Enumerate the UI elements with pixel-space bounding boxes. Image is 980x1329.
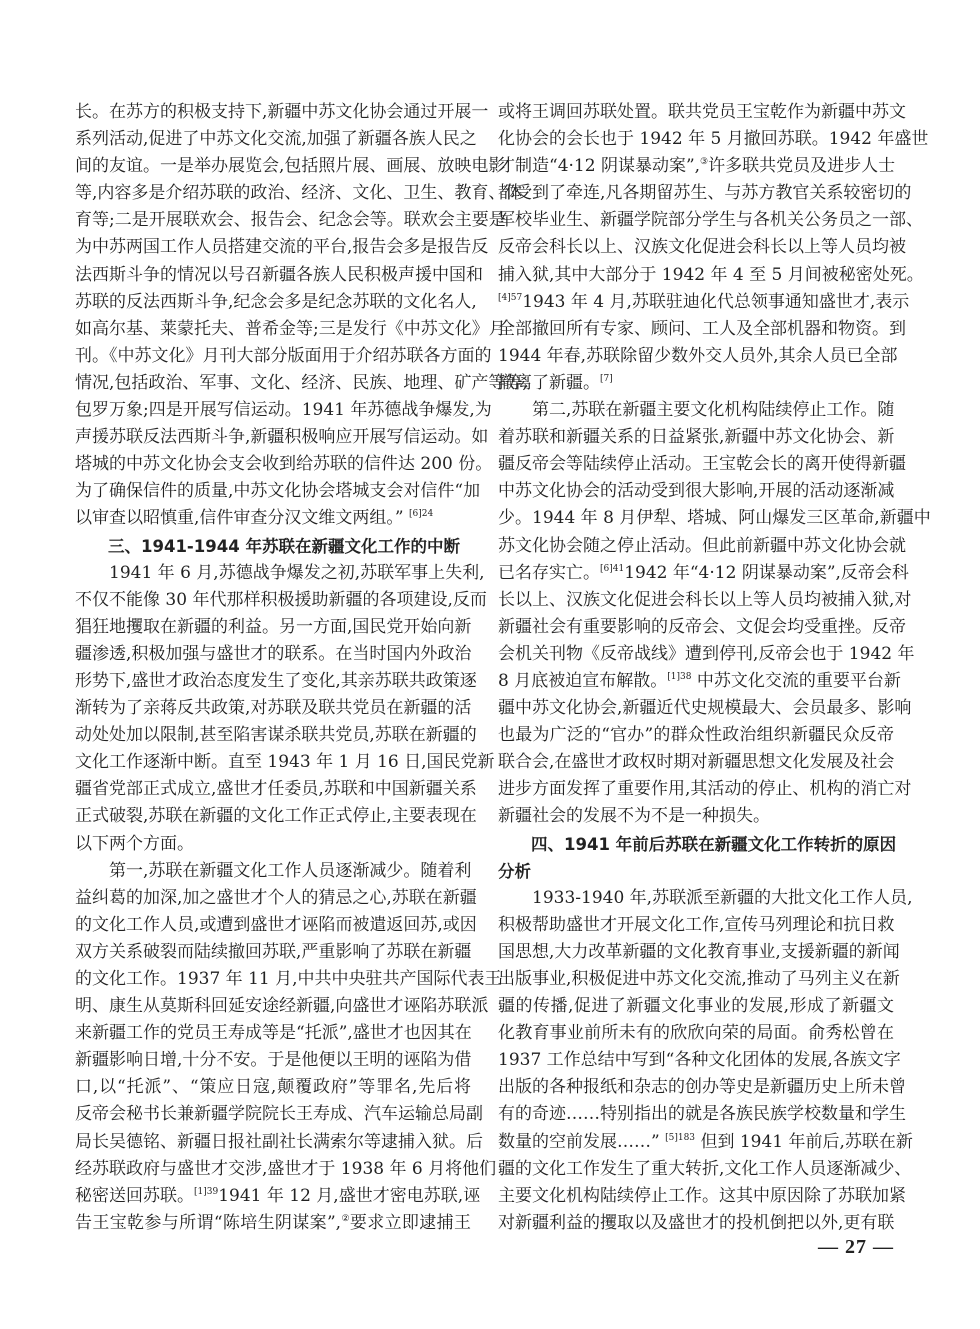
text-line bbox=[498, 939, 900, 966]
line-text: 都受到了牵连,凡各期留苏生、与苏方教官关系较密切的 bbox=[498, 183, 912, 204]
text-line bbox=[498, 180, 912, 207]
line-text: 分析 bbox=[498, 861, 531, 881]
line-text: 有的奇迹……特别指出的就是各族民族学校数量和学生 bbox=[498, 1104, 906, 1125]
text-line bbox=[75, 289, 477, 316]
citation-mark: [6]24 bbox=[409, 509, 434, 520]
line-text: 进步方面发挥了重要作用,其活动的停止、机构的消亡对 bbox=[498, 779, 912, 800]
text-line bbox=[75, 614, 471, 641]
line-text: 不仅不能像 30 年代那样积极援助新疆的各项建设,反而 bbox=[75, 589, 487, 610]
text-line bbox=[498, 641, 915, 668]
line-text: 或将王调回苏联处置。联共党员王宝乾作为新疆中苏文 bbox=[498, 102, 906, 122]
line-text: 经苏联政府与盛世才交涉,盛世才于 1938 年 6 月将他们 bbox=[75, 1158, 497, 1179]
line-text: 但到 1941 年前后,苏联在新 bbox=[695, 1131, 913, 1152]
line-text: 的文化工作人员,或遭到盛世才诬陷而被遣返回苏,或因 bbox=[75, 914, 477, 935]
line-text: 已名存实亡。 bbox=[498, 562, 600, 583]
text-line bbox=[75, 912, 477, 939]
line-text: 明、康生从莫斯科回延安途经新疆,向盛世才诬陷苏联派 bbox=[75, 996, 489, 1017]
line-text: 许多联共党员及进步人士 bbox=[708, 156, 896, 177]
text-line bbox=[75, 505, 471, 532]
text-line bbox=[75, 1210, 471, 1237]
text-line bbox=[498, 1020, 894, 1047]
line-text: 国思想,大力改革新疆的文化教育事业,支援新疆的新闻 bbox=[498, 941, 900, 962]
line-text: 疆渗透,积极加强与盛世才的联系。在当时国内外政治 bbox=[75, 643, 472, 664]
line-text: 形势下,盛世才政治态度发生了变化,其亲苏联共政策逐 bbox=[75, 670, 477, 691]
line-text: 积极帮助盛世才开展文化工作,宣传马列理论和抗日救 bbox=[498, 914, 895, 935]
text-line bbox=[75, 803, 477, 830]
citation-mark: [1]38 bbox=[667, 671, 692, 682]
line-text: 为了确保信件的质量,中苏文化协会塔城支会对信件“加 bbox=[75, 481, 481, 502]
line-text: 如高尔基、莱蒙托夫、普希金等;三是发行《中苏文化》月 bbox=[75, 318, 506, 339]
line-text: 化协会的会长也于 1942 年 5 月撤回苏联。1942 年盛世 bbox=[498, 129, 929, 150]
text-line bbox=[498, 533, 906, 560]
line-text: 数量的空前发展……” bbox=[498, 1131, 666, 1152]
line-text: 刊。《中苏文化》月刊大部分版面用于介绍苏联各方面的 bbox=[75, 345, 492, 366]
text-line bbox=[75, 1047, 471, 1074]
line-text: 包罗万象;四是开展写信运动。1941 年苏德战争爆发,为 bbox=[75, 400, 492, 421]
line-text: 新疆影响日增,十分不安。于是他便以王明的诬陷为借 bbox=[75, 1050, 472, 1071]
line-text: 化教育事业前所未有的欣欣向荣的局面。俞秀松曾在 bbox=[498, 1023, 894, 1044]
text-line bbox=[75, 966, 502, 993]
text-line bbox=[75, 397, 492, 424]
line-text: 法西斯斗争的情况以号召新疆各族人民积极声援中国和 bbox=[75, 264, 483, 285]
text-line bbox=[498, 234, 906, 261]
text-line bbox=[498, 912, 894, 939]
text-line bbox=[498, 776, 912, 803]
line-text: 文化工作逐渐中断。直至 1943 年 1 月 16 日,国民党新 bbox=[75, 752, 495, 773]
line-text: 少。1944 年 8 月伊犁、塔城、阿山爆发三区革命,新疆中 bbox=[498, 508, 931, 529]
line-text: 苏联的反法西斯斗争,纪念会多是纪念苏联的文化名人, bbox=[75, 291, 477, 312]
text-line bbox=[75, 1156, 497, 1183]
text-line bbox=[75, 722, 477, 749]
line-text: 1941 年 12 月,盛世才密电苏联,诬 bbox=[218, 1185, 481, 1206]
text-line bbox=[75, 1020, 471, 1047]
text-line bbox=[75, 99, 489, 126]
line-text: 出版的各种报纸和杂志的创办等史是新疆历史上所未曾 bbox=[498, 1077, 906, 1098]
text-line bbox=[75, 993, 489, 1020]
text-line bbox=[498, 722, 894, 749]
citation-mark: ② bbox=[341, 1213, 350, 1224]
line-text: 才制造“4·12 阴谋暴动案”, bbox=[498, 156, 701, 177]
line-text: 苏文化协会随之停止活动。但此前新疆中苏文化协会就 bbox=[498, 535, 906, 556]
line-text: 要求立即逮捕王 bbox=[349, 1212, 471, 1233]
text-line bbox=[75, 1129, 483, 1156]
text-line bbox=[75, 587, 487, 614]
text-line bbox=[75, 776, 477, 803]
line-text: 疆中苏文化协会,新疆近代史规模最大、会员最多、影响 bbox=[498, 698, 912, 719]
text-line bbox=[498, 614, 906, 641]
text-line bbox=[75, 858, 471, 885]
text-line bbox=[498, 885, 913, 912]
text-line bbox=[498, 478, 894, 505]
line-text: 捕入狱,其中大部分于 1942 年 4 至 5 月间被秘密处死。 bbox=[498, 264, 924, 285]
line-text: 对新疆利益的攫取以及盛世才的投机倒把以外,更有联 bbox=[498, 1212, 895, 1233]
text-line bbox=[75, 478, 481, 505]
text-line bbox=[75, 1074, 471, 1101]
line-text: 8 月底被迫宣布解散。 bbox=[498, 670, 668, 691]
text-line bbox=[75, 370, 528, 397]
text-line bbox=[75, 343, 492, 370]
citation-mark: [1]39 bbox=[194, 1186, 219, 1197]
line-text: 等,内容多是介绍苏联的政治、经济、文化、卫生、教育、体 bbox=[75, 183, 523, 204]
line-text: 会机关刊物《反帝战线》遭到停刊,反帝会也于 1942 年 bbox=[498, 643, 915, 664]
line-text: 长以上、汉族文化促进会科长以上等人员均被捕入狱,对 bbox=[498, 589, 912, 610]
citation-mark: [6]41 bbox=[600, 563, 625, 574]
line-text: 益纠葛的加深,加之盛世才个人的猜忌之心,苏联在新疆 bbox=[75, 887, 477, 908]
text-line bbox=[75, 153, 506, 180]
line-text: 中苏文化交流的重要平台新 bbox=[691, 670, 901, 691]
line-text: 育等;二是开展联欢会、报告会、纪念会等。联欢会主要是 bbox=[75, 210, 506, 231]
line-text: 以审查以昭慎重,信件审查分汉文维文两组。” bbox=[75, 508, 409, 529]
text-line bbox=[498, 262, 924, 289]
text-line bbox=[75, 126, 477, 153]
text-line bbox=[75, 885, 477, 912]
line-text: 联合会,在盛世才政权时期对新疆思想文化发展及社会 bbox=[498, 752, 895, 773]
line-text: 反帝会秘书长兼新疆学院院长王寿成、汽车运输总局副 bbox=[75, 1104, 483, 1125]
text-line bbox=[498, 1129, 913, 1156]
line-text: 情况,包括政治、军事、文化、经济、民族、地理、矿产等等, bbox=[75, 372, 528, 393]
text-line bbox=[75, 1101, 483, 1128]
text-line bbox=[498, 316, 906, 343]
line-text: 中苏文化协会的活动受到很大影响,开展的活动逐渐减 bbox=[498, 481, 895, 502]
line-text: 1944 年春,苏联除留少数外交人员外,其余人员已全部 bbox=[498, 345, 898, 366]
section-heading bbox=[75, 533, 471, 560]
line-text: 正式破裂,苏联在新疆的文化工作正式停止,主要表现在 bbox=[75, 806, 477, 827]
text-line bbox=[498, 1183, 906, 1210]
text-line bbox=[75, 560, 485, 587]
text-line bbox=[75, 749, 495, 776]
line-text: 局长吴德铭、新疆日报社副社长满索尔等逮捕入狱。后 bbox=[75, 1131, 483, 1152]
line-text: 新疆社会有重要影响的反帝会、文促会均受重挫。反帝 bbox=[498, 616, 906, 637]
text-line bbox=[498, 207, 923, 234]
text-line bbox=[75, 831, 471, 858]
text-line bbox=[498, 966, 900, 993]
line-text: 渐转为了亲蒋反共政策,对苏联及联共党员在新疆的活 bbox=[75, 698, 472, 719]
line-text: 间的友谊。一是举办展览会,包括照片展、画展、放映电影 bbox=[75, 156, 506, 177]
line-text: 动处处加以限制,甚至陷害谋杀联共党员,苏联在新疆的 bbox=[75, 725, 477, 746]
line-text: 反帝会科长以上、汉族文化促进会科长以上等人员均被 bbox=[498, 237, 906, 258]
text-line bbox=[75, 207, 506, 234]
text-line bbox=[498, 397, 894, 424]
line-text: 1941 年 6 月,苏德战争爆发之初,苏联军事上失利, bbox=[109, 562, 485, 583]
line-text: 1943 年 4 月,苏联驻迪化代总领事通知盛世才,表示 bbox=[522, 291, 910, 312]
text-line bbox=[498, 343, 898, 370]
text-line bbox=[75, 451, 493, 478]
text-line bbox=[75, 262, 483, 289]
page-number: — 27 — bbox=[818, 1236, 894, 1258]
text-line bbox=[498, 560, 909, 587]
citation-mark: [5]183 bbox=[665, 1132, 696, 1143]
text-line bbox=[498, 993, 894, 1020]
text-line bbox=[498, 451, 906, 478]
line-text: 系列活动,促进了中苏文化交流,加强了新疆各族人民之 bbox=[75, 129, 477, 150]
line-text: 撤离了新疆。 bbox=[498, 372, 600, 393]
line-text: 双方关系破裂而陆续撤回苏联,严重影响了苏联在新疆 bbox=[75, 941, 472, 962]
citation-mark: [7] bbox=[600, 373, 613, 384]
line-text: 猖狂地攫取在新疆的利益。另一方面,国民党开始向新 bbox=[75, 616, 472, 637]
line-text: 四、1941 年前后苏联在新疆文化工作转折的原因 bbox=[531, 834, 897, 854]
line-text: 三、1941-1944 年苏联在新疆文化工作的中断 bbox=[108, 536, 460, 556]
text-line bbox=[75, 316, 506, 343]
line-text: 新疆社会的发展不为不是一种损失。 bbox=[498, 806, 770, 827]
line-text: 以下两个方面。 bbox=[75, 833, 194, 854]
line-text: 1937 工作总结中写到“各种文化团体的发展,各族文字 bbox=[498, 1050, 901, 1071]
text-line bbox=[498, 424, 894, 451]
line-text: 声援苏联反法西斯斗争,新疆积极响应开展写信运动。如 bbox=[75, 427, 489, 448]
text-line bbox=[498, 1047, 901, 1074]
citation-mark: [4]57 bbox=[498, 292, 523, 303]
text-line bbox=[498, 1074, 906, 1101]
text-line bbox=[498, 505, 931, 532]
line-text: 军校毕业生、新疆学院部分学生与各机关公务员之一部、 bbox=[498, 210, 923, 231]
text-line bbox=[75, 695, 471, 722]
line-text: 疆省党部正式成立,盛世才任委员,苏联和中国新疆关系 bbox=[75, 779, 477, 800]
text-line bbox=[498, 153, 894, 180]
text-line bbox=[498, 370, 894, 397]
text-line bbox=[498, 803, 894, 830]
line-text: 全部撤回所有专家、顾问、工人及全部机器和物资。到 bbox=[498, 318, 906, 339]
text-line bbox=[75, 234, 489, 261]
line-text: 口,以“托派”、“策应日寇,颠覆政府”等罪名,先后将 bbox=[75, 1077, 471, 1098]
text-line bbox=[498, 587, 912, 614]
text-line bbox=[75, 1183, 481, 1210]
line-text: 塔城的中苏文化协会支会收到给苏联的信件达 200 份。 bbox=[75, 454, 493, 475]
line-text: 秘密送回苏联。 bbox=[75, 1185, 194, 1206]
text-line bbox=[75, 424, 489, 451]
line-text: 疆反帝会等陆续停止活动。王宝乾会长的离开使得新疆 bbox=[498, 454, 906, 475]
text-line bbox=[498, 126, 929, 153]
line-text: 第二,苏联在新疆主要文化机构陆续停止工作。随 bbox=[532, 400, 895, 421]
right-column bbox=[498, 99, 931, 1237]
text-line bbox=[498, 695, 912, 722]
text-line bbox=[498, 1101, 906, 1128]
text-line bbox=[498, 749, 894, 776]
section-heading bbox=[498, 831, 897, 858]
text-line bbox=[498, 99, 906, 126]
text-line bbox=[75, 180, 523, 207]
line-text: 主要文化机构陆续停止工作。这其中原因除了苏联加紧 bbox=[498, 1185, 906, 1206]
line-text: 长。在苏方的积极支持下,新疆中苏文化协会通过开展一 bbox=[75, 102, 489, 122]
line-text: 出版事业,积极促进中苏文化交流,推动了马列主义在新 bbox=[498, 969, 900, 989]
line-text: 来新疆工作的党员王寿成等是“托派”,盛世才也因其在 bbox=[75, 1023, 472, 1044]
text-line bbox=[498, 1210, 894, 1237]
section-heading bbox=[498, 858, 894, 885]
line-text: 的文化工作。1937 年 11 月,中共中央驻共产国际代表王 bbox=[75, 969, 502, 989]
text-line bbox=[498, 289, 910, 316]
line-text: 1933-1940 年,苏联派至新疆的大批文化工作人员, bbox=[532, 887, 913, 908]
line-text: 告王宝乾参与所谓“陈培生阴谋案”, bbox=[75, 1212, 342, 1233]
line-text: 也最为广泛的“官办”的群众性政治组织新疆民众反帝 bbox=[498, 725, 894, 746]
line-text: 1942 年“4·12 阴谋暴动案”,反帝会科 bbox=[624, 562, 909, 583]
line-text: 第一,苏联在新疆文化工作人员逐渐减少。随着利 bbox=[109, 860, 472, 881]
text-line bbox=[75, 641, 471, 668]
citation-mark: ③ bbox=[700, 157, 709, 168]
text-line bbox=[498, 1156, 912, 1183]
line-text: 疆的文化工作发生了重大转折,文化工作人员逐渐减少、 bbox=[498, 1158, 912, 1179]
text-line bbox=[498, 668, 901, 695]
text-line bbox=[75, 939, 471, 966]
text-line bbox=[75, 668, 477, 695]
line-text: 疆的传播,促进了新疆文化事业的发展,形成了新疆文 bbox=[498, 996, 894, 1017]
line-text: 着苏联和新疆关系的日益紧张,新疆中苏文化协会、新 bbox=[498, 427, 895, 448]
line-text: 为中苏两国工作人员搭建交流的平台,报告会多是报告反 bbox=[75, 237, 489, 258]
